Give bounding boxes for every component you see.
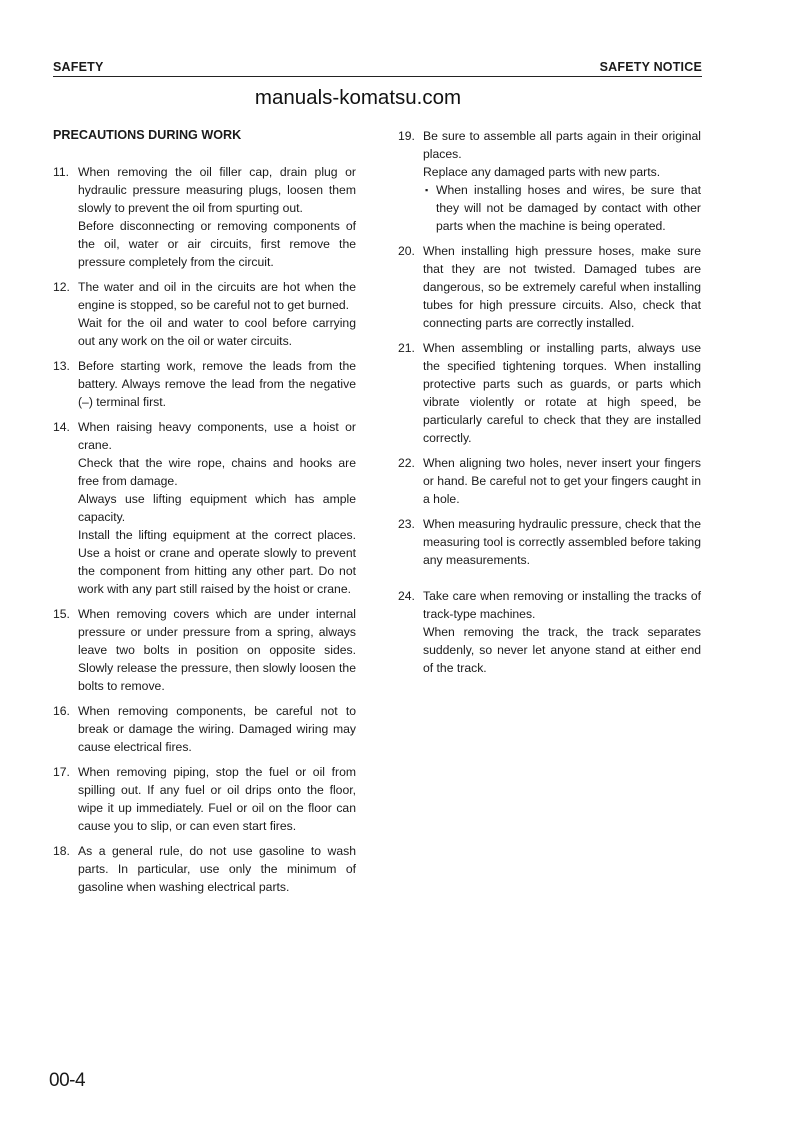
watermark-text: manuals-komatsu.com — [254, 86, 462, 109]
precaution-item — [398, 339, 701, 447]
right-column — [398, 127, 701, 684]
item-number: 24. — [398, 589, 415, 603]
item-number: 17. — [53, 765, 70, 779]
item-number: 11. — [53, 165, 70, 179]
item-number: 16. — [53, 704, 70, 718]
precaution-item — [53, 418, 356, 598]
precaution-item — [53, 357, 356, 411]
item-number: 15. — [53, 607, 70, 621]
item-paragraph: When removing the oil filler cap, drain plug or hydraulic pressure measuring plugs, loosen them slowly to prevent the oil from spurting out. — [78, 165, 356, 215]
header-divider — [53, 76, 702, 77]
item-number: 14. — [53, 420, 70, 434]
item-number: 23. — [398, 517, 415, 531]
item-number: 19. — [398, 129, 415, 143]
item-paragraph: When assembling or installing parts, always use the specified tightening torques. When installing protective parts such as guards, or parts which vibrate violently or rotate at high speed, be particularly careful to check that they are installed correctly. — [423, 341, 701, 445]
precaution-item — [53, 278, 356, 350]
left-column — [53, 163, 356, 903]
item-paragraph: When removing piping, stop the fuel or oil from spilling out. If any fuel or oil drips onto the floor, wipe it up immediately. Fuel or oil on the floor can cause you to slip, or can even start fires. — [78, 765, 356, 833]
precaution-item — [398, 242, 701, 332]
item-paragraph: Be sure to assemble all parts again in their original places. — [423, 129, 701, 161]
item-paragraph: Always use lifting equipment which has ample capacity. — [78, 492, 356, 524]
item-paragraph: As a general rule, do not use gasoline to wash parts. In particular, use only the minimum of gasoline when washing electrical parts. — [78, 844, 356, 894]
item-paragraph: Wait for the oil and water to cool before carrying out any work on the oil or water circuits. — [78, 316, 356, 348]
item-paragraph: When aligning two holes, never insert your fingers or hand. Be careful not to get your fingers caught in a hole. — [423, 456, 701, 506]
item-paragraph: When removing components, be careful not to break or damage the wiring. Damaged wiring may cause electrical fires. — [78, 704, 356, 754]
precaution-item — [53, 763, 356, 835]
item-number: 21. — [398, 341, 415, 355]
item-paragraph: When raising heavy components, use a hoist or crane. — [78, 420, 356, 452]
item-number: 13. — [53, 359, 70, 373]
item-paragraph: When removing covers which are under internal pressure or under pressure from a spring, always leave two bolts in position on opposite sides. Slowly release the pressure, then slowly loosen the bolts to remove. — [78, 607, 356, 693]
item-paragraph: When removing the track, the track separates suddenly, so never let anyone stand at either end of the track. — [423, 625, 701, 675]
precaution-item — [53, 702, 356, 756]
precaution-item — [398, 587, 701, 677]
precaution-item — [398, 454, 701, 508]
item-paragraph: Replace any damaged parts with new parts. — [423, 165, 661, 179]
item-number: 22. — [398, 456, 415, 470]
item-number: 20. — [398, 244, 415, 258]
precaution-item — [53, 605, 356, 695]
item-paragraph: The water and oil in the circuits are hot when the engine is stopped, so be careful not to get burned. — [78, 280, 356, 312]
header-section-label: SAFETY — [53, 60, 104, 74]
item-number: 12. — [53, 280, 70, 294]
precaution-item — [398, 127, 701, 235]
precaution-item — [398, 515, 701, 569]
precaution-item — [53, 163, 356, 271]
precaution-item — [53, 842, 356, 896]
bullet-icon: ▪ — [425, 185, 429, 195]
bullet-text: When installing hoses and wires, be sure that they will not be damaged by contact with other parts when the machine is being operated. — [436, 183, 701, 233]
header-page-title: SAFETY NOTICE — [599, 60, 702, 74]
item-number: 18. — [53, 844, 70, 858]
item-paragraph: Install the lifting equipment at the correct places. Use a hoist or crane and operate slowly to prevent the component from hitting any other part. Do not work with any part still raised by the hoist or crane. — [78, 528, 356, 596]
item-paragraph: Check that the wire rope, chains and hooks are free from damage. — [78, 456, 356, 488]
item-paragraph: Before disconnecting or removing components of the oil, water or air circuits, first remove the pressure completely from the circuit. — [78, 219, 356, 269]
item-paragraph: Before starting work, remove the leads from the battery. Always remove the lead from the negative (–) terminal first. — [78, 359, 356, 409]
bullet-point — [423, 181, 701, 235]
page-number: 00-4 — [49, 1070, 86, 1091]
item-paragraph: When installing high pressure hoses, make sure that they are not twisted. Damaged tubes are dangerous, so be extremely careful when installing tubes for high pressure circuits. Also, check that connecting parts are correctly installed. — [423, 244, 701, 330]
item-paragraph: When measuring hydraulic pressure, check that the measuring tool is correctly assembled before taking any measurements. — [423, 517, 701, 567]
item-paragraph: Take care when removing or installing the tracks of track-type machines. — [423, 589, 701, 621]
section-title: PRECAUTIONS DURING WORK — [53, 128, 242, 142]
